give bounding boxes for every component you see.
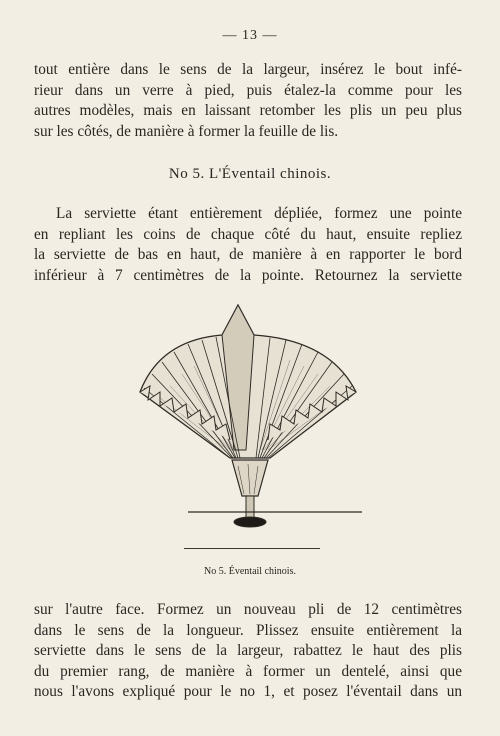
text-line: autres modèles, mais en laissant retomber les plis un peu plus bbox=[34, 102, 462, 119]
text-line: en repliant les coins de chaque côté du haut, ensuite repliez bbox=[34, 225, 462, 243]
figure-caption: No 5. Éventail chinois. bbox=[204, 566, 296, 577]
text-line: sur l'autre face. Formez un nouveau pli de 12 centimètres bbox=[34, 601, 462, 618]
paragraph-instructions bbox=[34, 204, 462, 286]
text-line: tout entière dans le sens de la largeur, insérez le bout infé- bbox=[34, 61, 462, 78]
text-line: inférieur à 7 centimètres de la pointe. Retournez la serviette bbox=[34, 266, 462, 284]
text-line: sur les côtés, de manière à former la feuille de lis. bbox=[34, 122, 339, 140]
paragraph-intro bbox=[34, 60, 462, 142]
page-number: — 13 — bbox=[222, 28, 278, 43]
text-line: la serviette de bas en haut, de manière à en rapporter le bord bbox=[34, 246, 462, 263]
paragraph-continuation bbox=[34, 600, 462, 703]
folded-napkin-fan-illustration bbox=[130, 300, 370, 550]
text-line: serviette dans le sens de la largeur, rabattez le haut des plis bbox=[34, 642, 462, 659]
text-line: dans le sens de la longueur. Plissez ensuite entièrement la bbox=[34, 621, 462, 639]
caption-rule bbox=[184, 548, 320, 549]
text-line: rieur dans un verre à pied, puis étalez-la comme pour les bbox=[34, 81, 462, 99]
text-line: nous l'avons expliqué pour le no 1, et posez l'éventail dans un bbox=[34, 683, 462, 700]
text-line: La serviette étant entièrement dépliée, formez une pointe bbox=[56, 205, 462, 222]
section-heading: No 5. L'Éventail chinois. bbox=[168, 166, 332, 182]
text-line: du premier rang, de manière à former un dentelé, ainsi que bbox=[34, 662, 462, 680]
